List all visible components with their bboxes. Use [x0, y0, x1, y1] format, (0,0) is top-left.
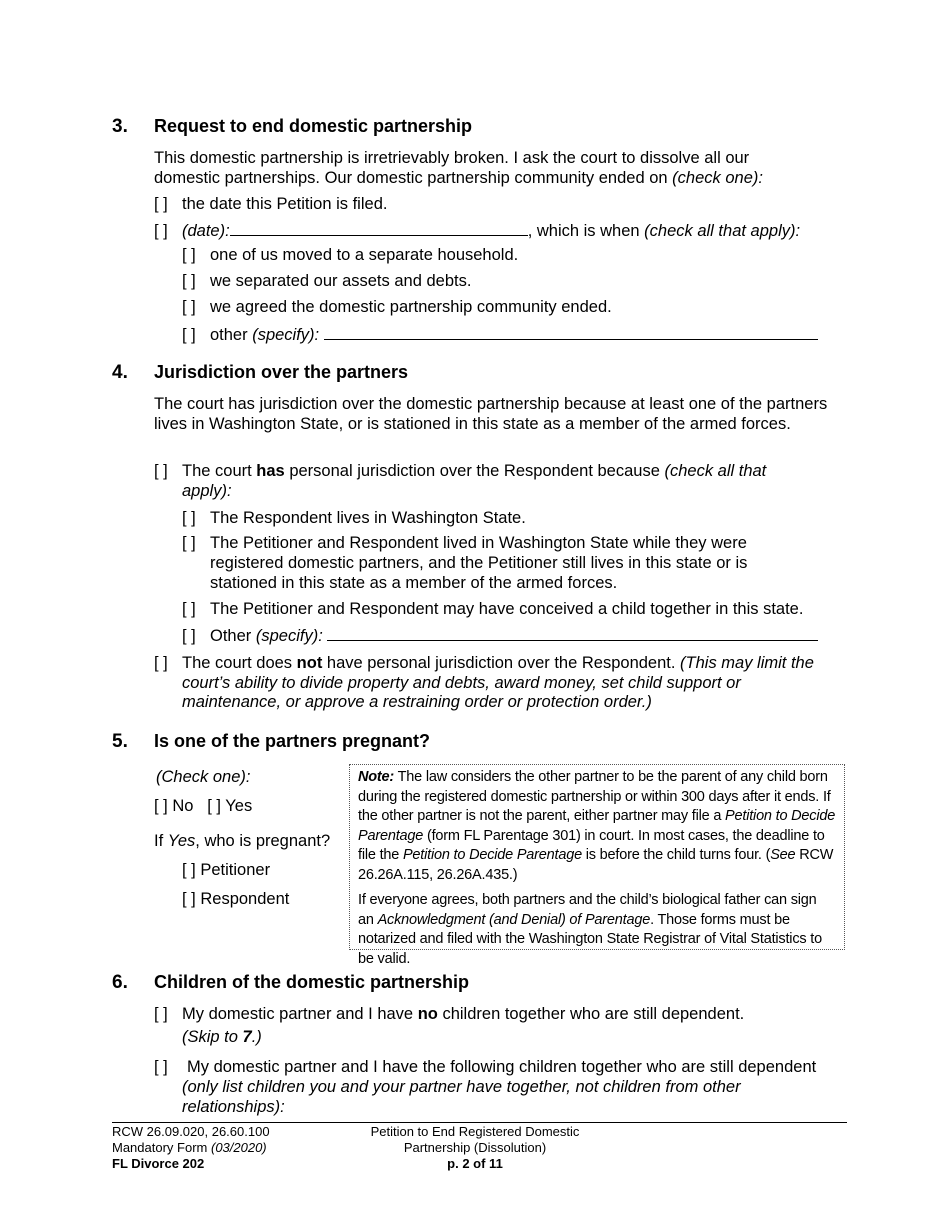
- s6-have-children-l3: relationships):: [182, 1098, 285, 1116]
- section-3-number: 3.: [112, 116, 128, 137]
- parentage-note-box: [349, 764, 845, 967]
- s3-intro-line2: domestic partnerships. Our domestic partnership community ended on (check one):: [154, 169, 763, 187]
- footer-rcw: RCW 26.09.020, 26.60.100: [112, 1124, 270, 1139]
- note-paragraph-2: If everyone agrees, both partners and the child’s biological father can sign an Acknowledgment (and Denial) of Parentage. Those forms must be notarized and filed with the Washington State Registrar of Vital Statistics to be valid.: [358, 892, 822, 967]
- specify-field[interactable]: [327, 624, 818, 641]
- s4-reason-lived-l2: registered domestic partners, and the Petitioner still lives in this state or is: [210, 554, 748, 572]
- s5-no-yes[interactable]: [ ] No [ ] Yes: [154, 797, 253, 815]
- s3-sub-assets[interactable]: [ ] we separated our assets and debts.: [182, 272, 472, 290]
- section-4-title: Jurisdiction over the partners: [154, 362, 409, 382]
- section-5-title: Is one of the partners pregnant?: [154, 731, 431, 751]
- section-5-number: 5.: [112, 731, 128, 752]
- checkbox-no[interactable]: [ ]: [154, 797, 168, 815]
- s6-no-children[interactable]: [ ] My domestic partner and I have no children together who are still dependent.: [154, 1005, 745, 1023]
- section-6-number: 6.: [112, 972, 128, 993]
- s4-no-jurisdiction[interactable]: [ ] The court does not have personal jurisdiction over the Respondent. (This may limit the: [154, 654, 814, 672]
- footer-divider: [112, 1122, 847, 1123]
- date-field[interactable]: [230, 219, 528, 236]
- checkbox[interactable]: [ ]: [154, 654, 168, 672]
- s3-sub-moved[interactable]: [ ] one of us moved to a separate household.: [182, 246, 519, 264]
- s3-sub-other[interactable]: [ ] other (specify):: [182, 323, 818, 345]
- checkbox[interactable]: [ ]: [182, 272, 196, 290]
- checkbox[interactable]: [ ]: [182, 326, 196, 344]
- section-3-title: Request to end domestic partnership: [154, 116, 473, 136]
- footer-title-l2: Partnership (Dissolution): [403, 1140, 547, 1155]
- s5-petitioner[interactable]: [ ] Petitioner: [182, 861, 271, 879]
- s3-sub-agreed[interactable]: [ ] we agreed the domestic partnership community ended.: [182, 298, 612, 316]
- checkbox[interactable]: [ ]: [182, 298, 196, 316]
- checkbox[interactable]: [ ]: [154, 195, 168, 213]
- s4-no-jurisdiction-l2: court’s ability to divide property and debts, award money, set child support or: [182, 674, 741, 692]
- s5-check-one: (Check one):: [156, 768, 251, 786]
- checkbox[interactable]: [ ]: [182, 600, 196, 618]
- s4-intro: The court has jurisdiction over the domestic partnership because at least one of the partners lives in Washington State, or is stationed in this state as a member of the armed forces.: [154, 395, 828, 433]
- s4-reason-lived-l3: stationed in this state as a member of the armed forces.: [210, 574, 618, 592]
- checkbox[interactable]: [ ]: [182, 246, 196, 264]
- s3-intro-line1: This domestic partnership is irretrievably broken. I ask the court to dissolve all our: [154, 149, 750, 167]
- s4-reason-conceived[interactable]: [ ] The Petitioner and Respondent may have conceived a child together in this state.: [182, 600, 804, 618]
- s6-have-children[interactable]: [ ] My domestic partner and I have the following children together who are still dependent: [154, 1058, 817, 1076]
- checkbox[interactable]: [ ]: [154, 1058, 168, 1076]
- checkbox[interactable]: [ ]: [182, 627, 196, 645]
- footer-mandatory: Mandatory Form (03/2020): [112, 1140, 267, 1155]
- s5-who-pregnant: If Yes, who is pregnant?: [154, 832, 331, 850]
- s3-option-date[interactable]: [ ] (date): , which is when (check all that apply):: [154, 219, 800, 241]
- checkbox[interactable]: [ ]: [182, 861, 196, 879]
- checkbox[interactable]: [ ]: [182, 509, 196, 527]
- s4-reason-other[interactable]: [ ] Other (specify):: [182, 624, 818, 646]
- checkbox[interactable]: [ ]: [154, 1005, 168, 1023]
- s4-has-jurisdiction[interactable]: [ ] The court has personal jurisdiction over the Respondent because (check all that: [154, 462, 767, 480]
- s5-respondent[interactable]: [ ] Respondent: [182, 890, 290, 908]
- s6-skip: (Skip to 7.): [182, 1028, 262, 1046]
- section-6-title: Children of the domestic partnership: [154, 972, 470, 992]
- checkbox[interactable]: [ ]: [182, 890, 196, 908]
- checkbox[interactable]: [ ]: [154, 222, 168, 240]
- s6-have-children-l2: (only list children you and your partner have together, not children from other: [182, 1078, 741, 1096]
- s4-has-apply: apply):: [182, 482, 232, 500]
- footer-form-id: FL Divorce 202: [112, 1156, 205, 1171]
- s4-no-jurisdiction-l3: maintenance, or approve a restraining order or protection order.): [182, 693, 652, 711]
- checkbox[interactable]: [ ]: [182, 534, 196, 552]
- s4-reason-lives[interactable]: [ ] The Respondent lives in Washington State.: [182, 509, 526, 527]
- note-paragraph-1: Note: The law considers the other partner to be the parent of any child born during the registered domestic partnership or within 300 days after it ends. If the other partner is not the parent, either partner may file a Petition to Decide Parentage (form FL Parentage 301) in court. In most cases, the deadline to file the Petition to Decide Parentage is before the child turns four. (See RCW 26.26A.115, 26.26A.435.): [358, 769, 836, 883]
- checkbox[interactable]: [ ]: [154, 462, 168, 480]
- s3-option-date-filed[interactable]: [ ] the date this Petition is filed.: [154, 195, 388, 213]
- section-4-number: 4.: [112, 362, 128, 383]
- s4-reason-lived[interactable]: [ ] The Petitioner and Respondent lived in Washington State while they were: [182, 534, 747, 552]
- footer-page-number: p. 2 of 11: [447, 1156, 503, 1171]
- checkbox-yes[interactable]: [ ]: [207, 797, 221, 815]
- specify-field[interactable]: [324, 323, 818, 340]
- footer-title-l1: Petition to End Registered Domestic: [370, 1124, 580, 1139]
